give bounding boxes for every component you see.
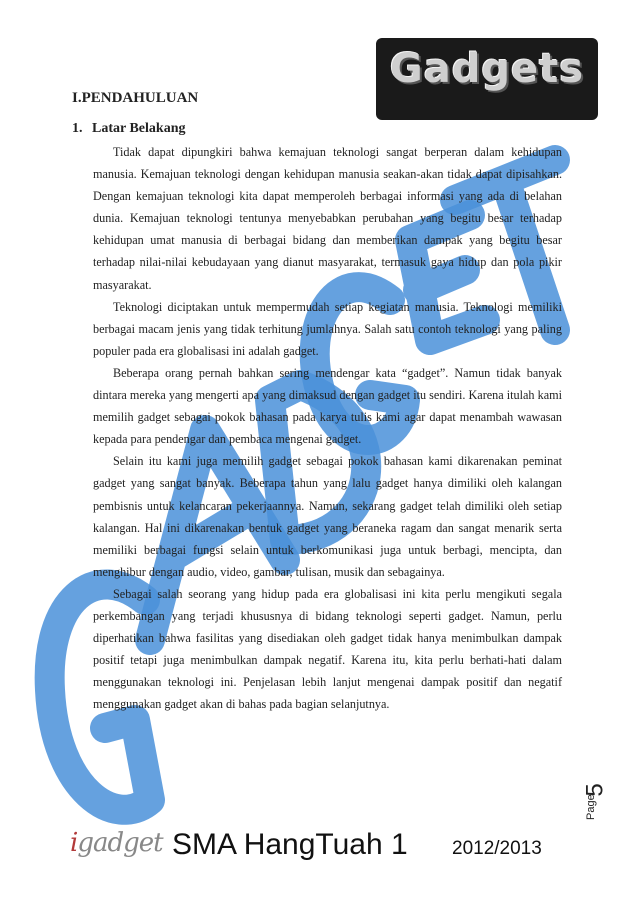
- logo-text: Gadgets: [389, 46, 585, 92]
- document-body: [72, 90, 562, 715]
- gadget-brand-logo: igadget: [70, 828, 163, 858]
- body-text: [93, 141, 562, 715]
- subsection-heading: [72, 121, 562, 137]
- paragraph-5: Sebagai salah seorang yang hidup pada era globalisasi ini kita perlu mengikuti segala perkembangan yang terjadi khususnya di bidang teknologi seperti gadget. Namun, perlu diperhatikan bahwa fasilitas yang disediakan oleh gadget tidak hanya menimbulkan dampak positif tetapi juga menimbulkan dampak negatif. Karena itu, kita perlu berhati-hati dalam menggunakan teknologi ini. Penjelasan lebih lanjut mengenai dampak positif dan negatif menggunakan gadget akan di bahas pada bagian selanjutnya.: [93, 586, 562, 712]
- footer: [70, 822, 560, 870]
- paragraph-1: Tidak dapat dipungkiri bahwa kemajuan teknologi sangat berperan dalam kehidupan manusia. Kemajuan teknologi dengan kehidupan manusia seakan-akan tidak dapat dipisahkan. Dengan kemajuan teknologi kita dapat memperoleh berbagai informasi yang ada di belahan dunia. Kemajuan teknologi tentunya menyebabkan perubahan yang begitu besar terhadap kehidupan umat manusia di berbagai bidang dan memberikan dampak yang begitu besar terhadap nilai-nilai kebudayaan yang dianut masyarakat, termasuk gaya hidup dan pola pikir masyarakat.: [93, 145, 562, 292]
- subsection-title: Latar Belakang: [92, 121, 186, 136]
- paragraph-4: Selain itu kami juga memilih gadget sebagai pokok bahasan kami dikarenakan peminat gadget yang sangat banyak. Beberapa tahun yang lalu gadget hanya dimiliki oleh kalangan pembisnis untuk kelancaran pekerjaannya. Namun, sekarang gadget telah dimiliki oleh setiap kalangan. Hal ini dikarenakan bentuk gadget yang beraneka ragam dan sangat menarik serta memiliki berbagai fungsi selain untuk berkomunikasi juga untuk berbagi, mencipta, dan menghibur dengan audio, video, gambar, tulisan, musik dan sebagainya.: [93, 454, 562, 579]
- brand-text: gadget: [77, 828, 163, 858]
- subsection-number: 1.: [72, 121, 83, 136]
- section-title: I.PENDAHULUAN: [72, 90, 199, 106]
- paragraph-2: Teknologi diciptakan untuk mempermudah setiap kegiatan manusia. Teknologi memiliki berbagai macam jenis yang tidak terhitung jumlahnya. Salah satu contoh teknologi yang paling populer pada era globalisasi ini adalah gadget.: [93, 299, 562, 358]
- school-name: SMA HangTuah 1: [172, 828, 408, 861]
- school-year: 2012/2013: [452, 838, 542, 859]
- page-number-label: [583, 780, 623, 840]
- paragraph-3: Beberapa orang pernah bahkan sering mendengar kata “gadget”. Namun tidak banyak dintara mereka yang mengerti apa yang dimaksud dengan gadget itu sendiri. Karena itulah kami memilih gadget sebagai pokok bahasan pada karya tulis kami agar dapat menambah wawasan kepada para pendengar dan pembaca mengenai gadget.: [93, 365, 562, 447]
- page-number: 5: [581, 783, 609, 797]
- page-word: Page: [585, 794, 597, 820]
